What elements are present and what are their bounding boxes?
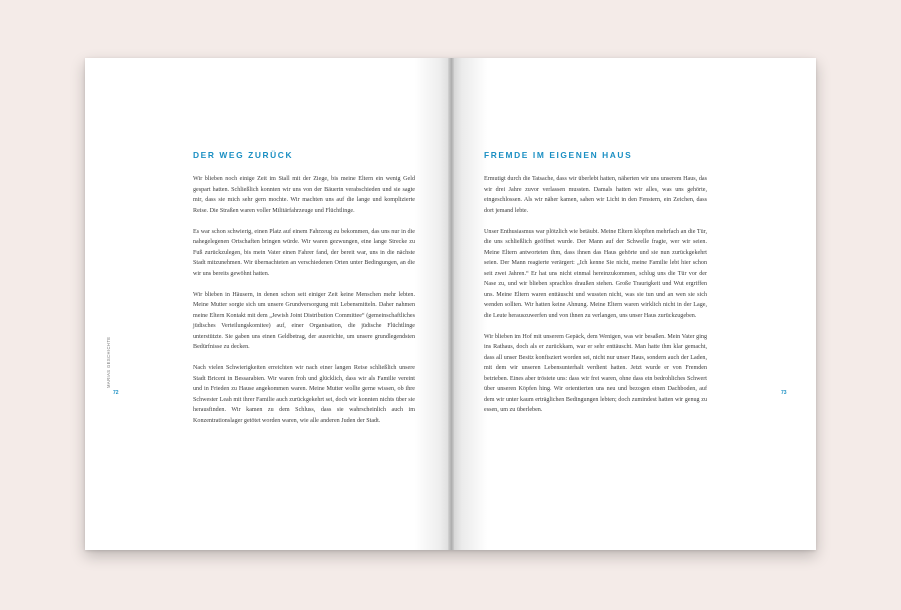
chapter-heading-left: DER WEG ZURÜCK: [193, 150, 294, 160]
right-page: [451, 58, 816, 550]
text-column-left: [193, 174, 415, 437]
paragraph: Unser Enthusiasmus war plötzlich wie betäubt. Meine Eltern klopften mehrfach an die Tür, die uns schließlich geöffnet wurde. Der Mann auf der Schwelle fragte, wer wir seien. Meine Eltern antworteten ihm, dass ihnen das Haus gehörte und sie nun zurückgekehrt seien. Der Mann reagierte verärgert: „Ich kenne Sie nicht, meine Familie lebt hier schon seit zwei Jahren.“ Er hat uns nicht einmal hereinzukommen, schlug uns die Tür vor der Nase zu, und wir blieben sprachlos draußen stehen. Große Traurigkeit und Wut ergriffen uns. Meine Eltern waren enttäuscht und wussten nicht, was sie tun und an wen sie sich wenden sollten. Wir hatten keine Ahnung. Meine Eltern waren wirklich nicht in der Lage, die Leute herauszuwerfen und von ihnen zu verlangen, uns unser Haus zurückzugeben.: [484, 228, 707, 319]
running-head: MARIAS GESCHICHTE: [106, 336, 111, 388]
paragraph: Ermutigt durch die Tatsache, dass wir überlebt hatten, näherten wir uns unserem Haus, das wir drei Jahre zuvor verlassen mussten. Damals hatten wir alles, was uns gehörte, eingeschlossen. Als wir näher kamen, sahen wir Licht in den Fenstern, ein Zeichen, dass dort jemand lebte.: [484, 176, 707, 214]
left-page: [85, 58, 451, 550]
paragraph: Nach vielen Schwierigkeiten erreichten wir nach einer langen Reise schließlich unsere Stadt Briceni in Bessarabien. Wir waren froh und glücklich, dass wir als Familie vereint und in Frieden zu Hause angekommen waren. Meine Mutter wollte gerne wissen, ob ihre Schwester Leah mit ihrer Familie auch zurückgekehrt sei, doch wir konnten nichts über sie herausfinden. Wir kamen zu dem Schluss, dass sie wahrscheinlich auch im Konzentrationslager getötet worden waren, wie alle anderen Juden der Stadt.: [193, 365, 415, 424]
book-gutter-shadow: [448, 58, 454, 550]
paragraph: Wir blieben im Hof mit unserem Gepäck, dem Wenigen, was wir besaßen. Mein Vater ging ins Rathaus, doch als er zurückkam, war er sehr enttäuscht. Man hatte ihm klar gemacht, dass all unser Besitz konfisziert worden sei, nicht nur unser Haus, sondern auch der Laden, mit dem wir unseren Lebensunterhalt verdient hatten. Jetzt wurde er von Fremden betrieben. Eines aber tröstete uns: dass wir frei waren, ohne dass ein bedrohliches Schwert über unseren Köpfen hing. Wir orientierten uns neu und bezogen einen Dachboden, auf dem wir unter kaum erträglichen Bedingungen lebten; doch zumindest hatten wir genug zu essen, um zu überleben.: [484, 333, 707, 413]
paragraph: Es war schon schwierig, einen Platz auf einem Fahrzeug zu bekommen, das uns nur in die nahegelegenen Ortschaften bringen würde. Wir waren gezwungen, eine lange Strecke zu Fuß zurückzulegen, bis mein Vater einen Fahrer fand, der bereit war, uns in die nächste Stadt mitzunehmen. Wir übernachteten an verschiedenen Orten unter Bedingungen, an die wir uns bereits gewöhnt hatten.: [193, 228, 415, 277]
page-number-right: 73: [781, 390, 787, 396]
text-column-right: [484, 174, 707, 426]
chapter-heading-right: FREMDE IM EIGENEN HAUS: [484, 150, 633, 160]
paragraph: Wir blieben noch einige Zeit im Stall mit der Ziege, bis meine Eltern ein wenig Geld gespart hatten. Schließlich konnten wir uns von der Bäuerin verabschieden und sie sagte mir, dass sie mich sehr gern mochte. Wir machten uns auf die lange und komplizierte Reise. Die Straßen waren voller Militärfahrzeuge und Flüchtlinge.: [193, 176, 415, 214]
open-book-spread: [85, 58, 816, 550]
page-number-left: 72: [113, 390, 119, 396]
paragraph: Wir blieben in Häusern, in denen schon seit einiger Zeit keine Menschen mehr lebten. Meine Mutter sorgte sich um unsere Grundversorgung mit Lebensmitteln. Daher nahmen meine Eltern Kontakt mit dem „Jewish Joint Distribution Committee“ (gemeinschaftliches jüdisches Verteilungskomitee) auf, einer Organisation, die jüdische Flüchtlinge unterstützte. Sie gaben uns einen Geldbetrag, der ausreichte, um unsere grundlegendsten Bedürfnisse zu decken.: [193, 291, 415, 350]
